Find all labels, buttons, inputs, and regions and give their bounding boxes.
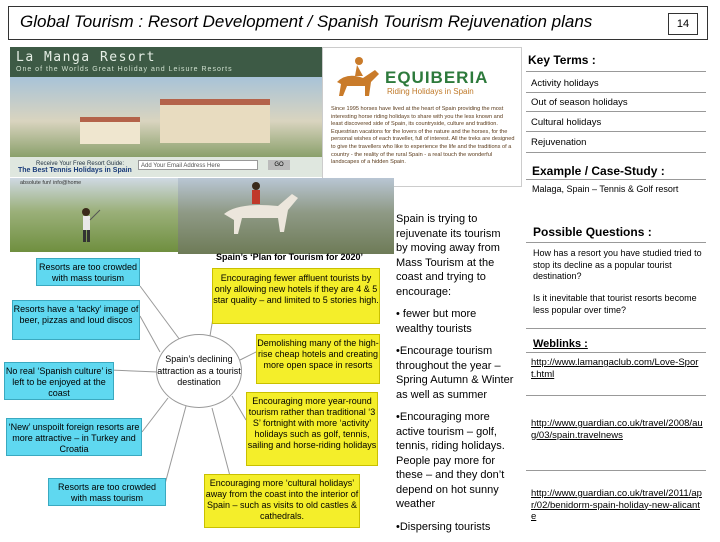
solution-box: Encouraging more year-round tourism rather than traditional ‘3 S’ fortnight with more ‘activity’ holidays such as golf, tennis, sailing and horse-riding holidays xyxy=(246,392,378,466)
equiberia-name: EQUIBERIA xyxy=(385,68,489,87)
rejuvenation-point: •Encourage tourism throughout the year – Spring Autumn & Winter as well as summer xyxy=(396,345,514,401)
key-term: Cultural holidays xyxy=(531,117,602,128)
problem-box: No real ‘Spanish culture’ is left to be enjoyed at the coast xyxy=(4,362,114,400)
page-title: Global Tourism : Resort Development / Spanish Tourism Rejuvenation plans xyxy=(20,12,593,31)
equiberia-blurb: Since 1995 horses have lived at the heart of Spain providing the most interesting horse riding holidays to share with you the less known and least discovered side of Spain, its countryside, culture and tradition. Equestrian vacations for the lovers of the nature and the horses, for the personal wishes of each traveller, full of interest. All the treks are designed to give the travellers who like to experience the life and the traditions of a country - the reality of the rural Spain - a real touch the wonderful landscapes of a hidden Spain. xyxy=(331,106,515,166)
equiberia-tagline: Riding Holidays in Spain xyxy=(387,87,474,96)
weblink[interactable]: http://www.lamangaclub.com/Love-Sport.html xyxy=(531,357,699,380)
weblink[interactable]: http://www.guardian.co.uk/travel/2011/apr/02/benidorm-spain-holiday-new-alicante xyxy=(531,488,702,522)
solution-box: Encouraging more ‘cultural holidays’ away from the coast into the interior of Spain – such as visits to old castles & cathedrals. xyxy=(204,474,360,528)
key-term: Activity holidays xyxy=(531,78,599,89)
diagram-title: Spain’s ‘Plan for Tourism for 2020’ xyxy=(216,252,364,262)
key-terms-heading: Key Terms : xyxy=(528,53,596,67)
la-manga-name: La Manga Resort xyxy=(16,50,156,65)
solution-box: Encouraging fewer affluent tourists by only allowing new hotels if they are 4 & 5 star quality – and limited to 5 stories high. xyxy=(212,268,380,324)
email-input[interactable]: Add Your Email Address Here xyxy=(138,160,258,170)
rejuvenation-point: •Dispersing tourists xyxy=(396,520,491,533)
rejuvenation-point: •Encouraging more active tourism – golf, tennis, riding holidays. People pay more for these – and they don’t depend on hot sunny weather xyxy=(396,411,505,510)
key-term: Rejuvenation xyxy=(531,137,587,148)
problem-box: Resorts are too crowded with mass tourism xyxy=(48,478,166,506)
question-item: Is it inevitable that tourist resorts become less popular over time? xyxy=(533,293,697,315)
go-button[interactable]: GO xyxy=(268,160,290,170)
question-item: How has a resort you have studied tried to stop its decline as a popular tourist destination? xyxy=(533,248,702,281)
rejuvenation-intro: Spain is trying to rejuvenate its tourism by moving away from Mass Tourism at the coast and trying to encourage: xyxy=(396,213,501,298)
weblinks-heading: Weblinks : xyxy=(533,338,588,350)
key-term: Out of season holidays xyxy=(531,97,628,108)
questions-heading: Possible Questions : xyxy=(533,225,652,239)
tennis-heading: The Best Tennis Holidays in Spain xyxy=(18,167,132,174)
case-study-heading: Example / Case-Study : xyxy=(532,164,665,178)
golf-caption: absolute fun! info@home xyxy=(20,180,82,186)
problem-box: Resorts have a ‘tacky’ image of beer, pizzas and loud discos xyxy=(12,300,140,340)
solution-box: Demolishing many of the high-rise cheap hotels and creating more open space in resorts xyxy=(256,334,380,384)
weblink[interactable]: http://www.guardian.co.uk/travel/2008/aug/03/spain.travelnews xyxy=(531,418,703,441)
diagram-center: Spain’s declining attraction as a tourist destination xyxy=(156,334,242,408)
page-number: 14 xyxy=(668,13,698,35)
la-manga-tagline: One of the Worlds Great Holiday and Leisure Resorts xyxy=(16,66,233,73)
rejuvenation-point: • fewer but more wealthy tourists xyxy=(396,308,477,335)
case-study-text: Malaga, Spain – Tennis & Golf resort xyxy=(532,184,679,194)
problem-box: ‘New’ unspoilt foreign resorts are more attractive – in Turkey and Croatia xyxy=(6,418,142,456)
guide-label: Receive Your Free Resort Guide: xyxy=(36,161,125,167)
problem-box: Resorts are too crowded with mass tourism xyxy=(36,258,140,286)
